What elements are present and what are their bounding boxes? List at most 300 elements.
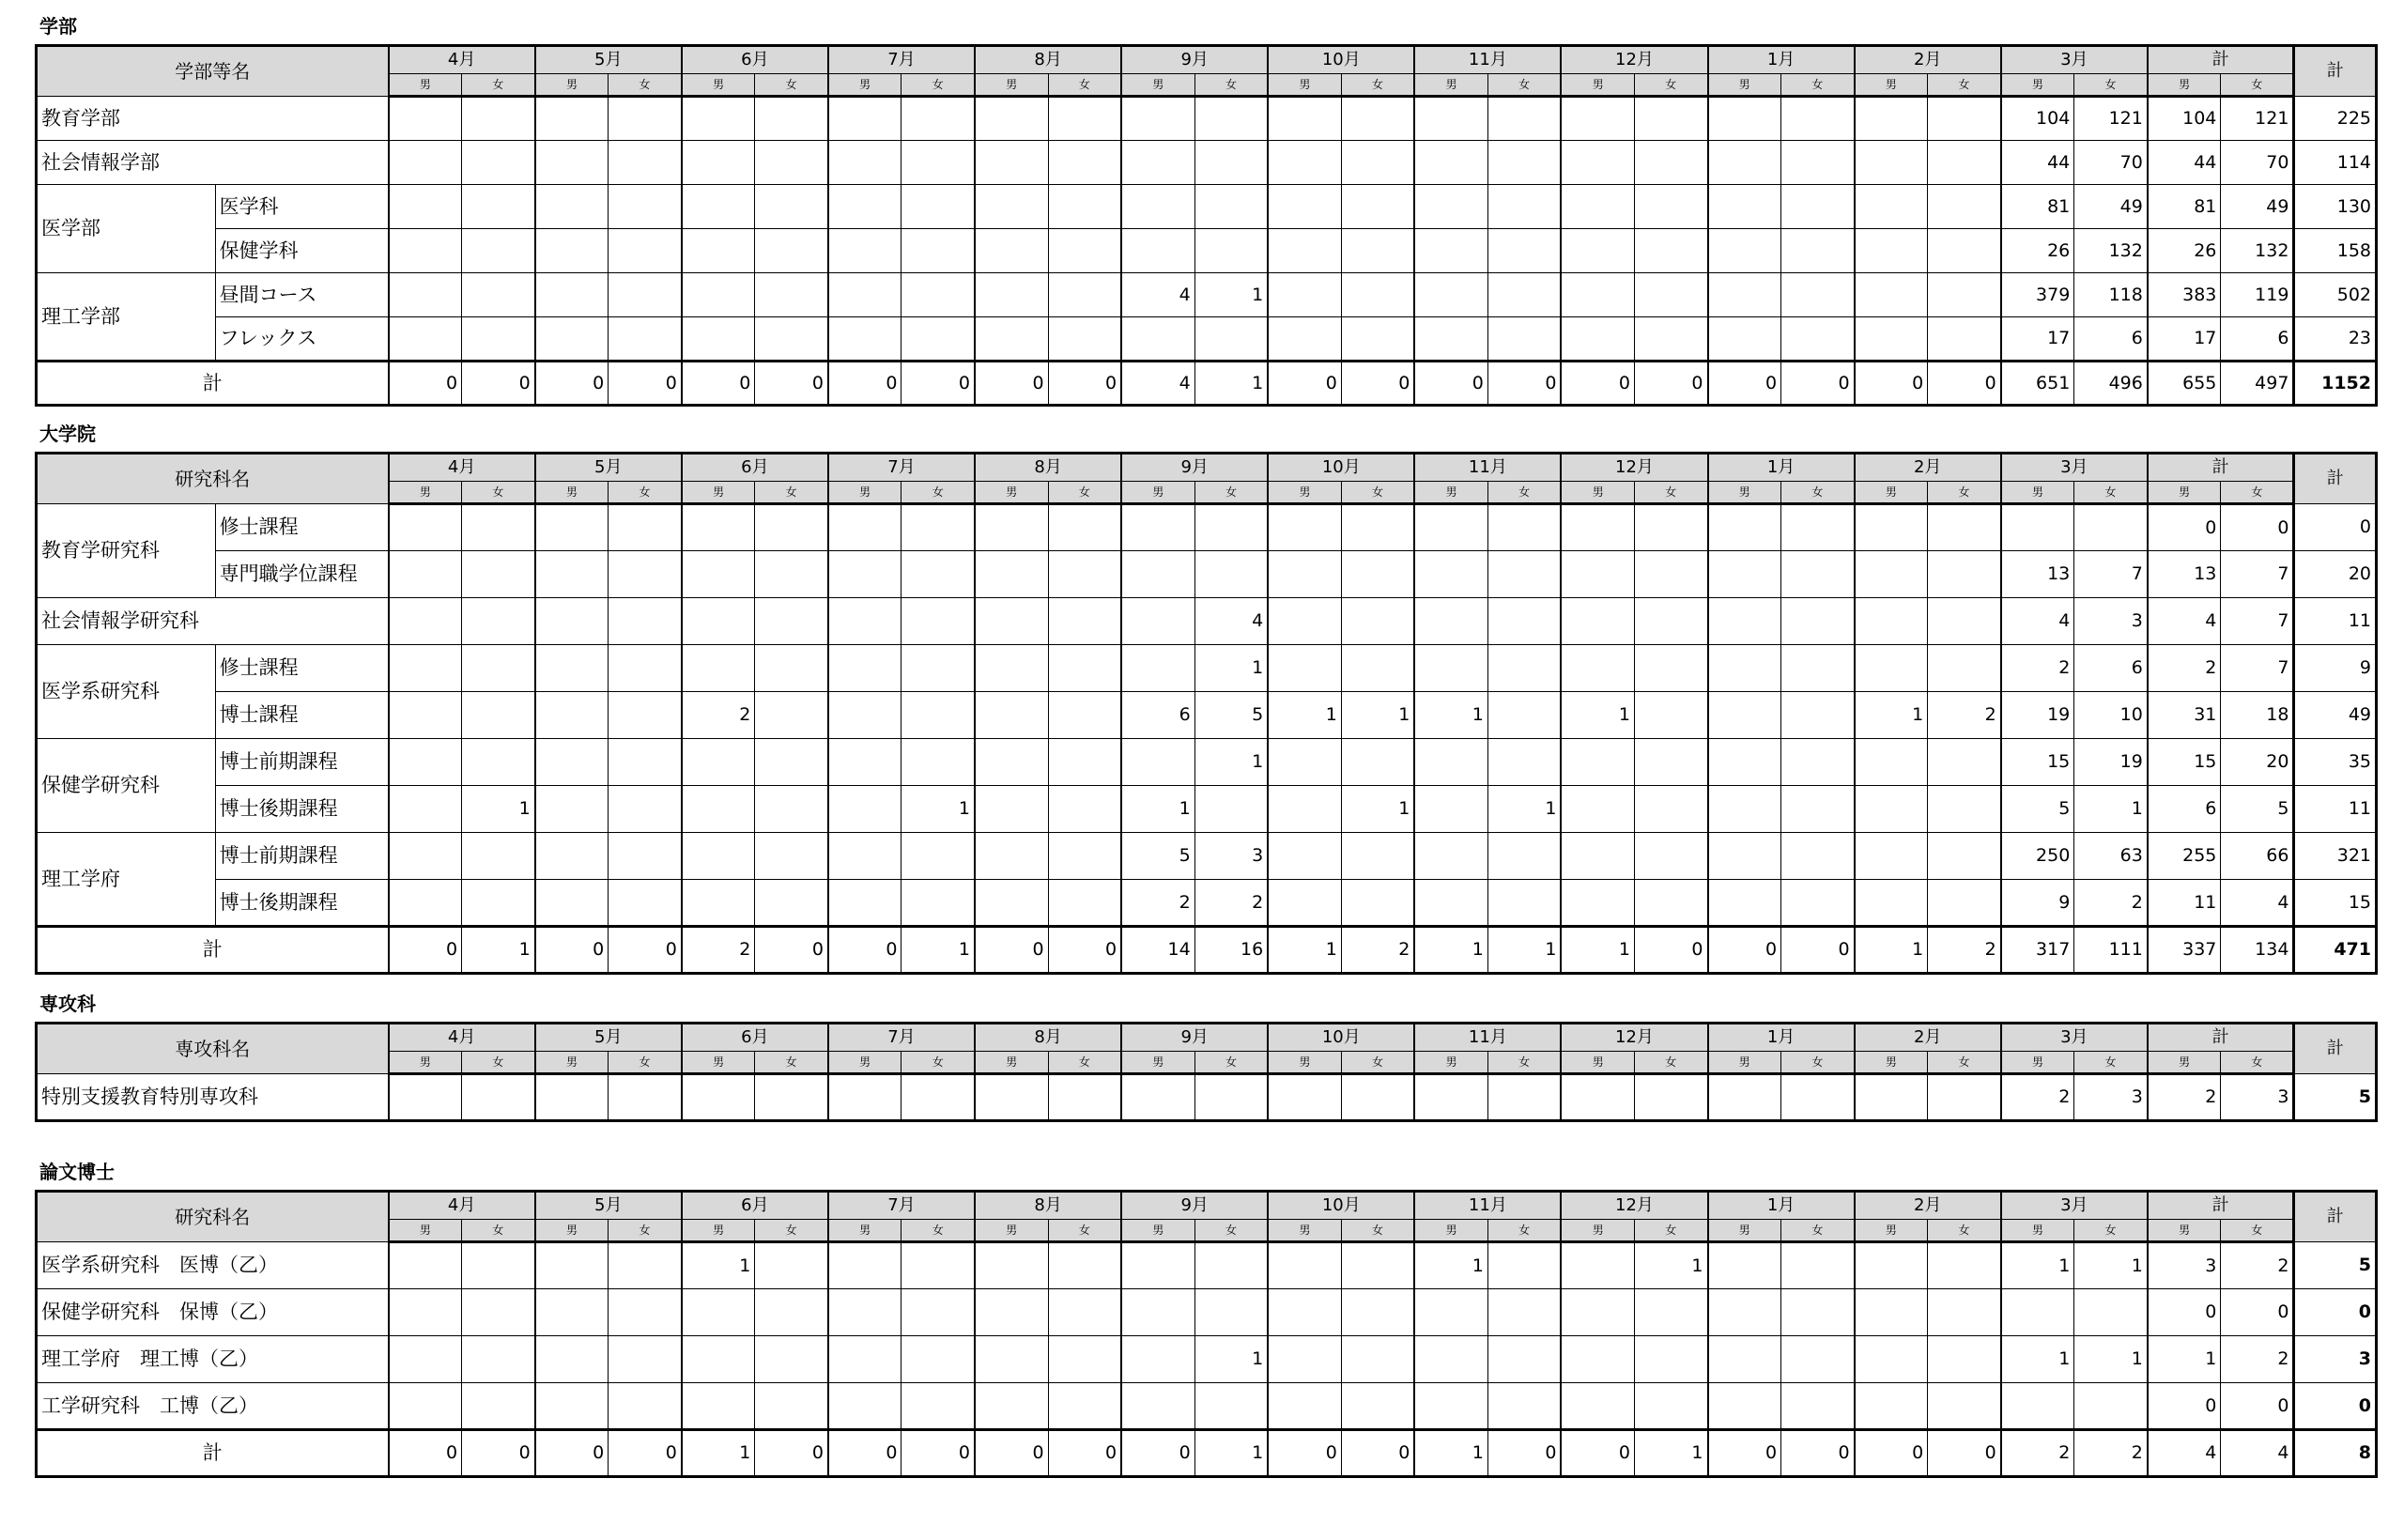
value-cell: [828, 786, 902, 833]
value-cell: 1: [1121, 786, 1194, 833]
subgroup-name: 修士課程: [215, 504, 389, 551]
value-cell: [462, 97, 535, 141]
value-cell: [1781, 786, 1855, 833]
value-cell: [975, 141, 1048, 185]
male-header: 男: [1268, 74, 1341, 97]
value-cell: [1634, 739, 1707, 786]
statistics-table: [35, 44, 2378, 407]
male-header: 男: [1855, 1220, 1928, 1242]
value-cell: [1121, 185, 1194, 229]
value-cell: [682, 598, 755, 645]
male-header: 男: [682, 74, 755, 97]
total-cell: 0: [755, 1430, 828, 1477]
value-cell: [1634, 229, 1707, 273]
value-cell: 63: [2074, 833, 2148, 880]
female-header: 女: [1487, 1220, 1561, 1242]
female-header: 女: [1194, 1052, 1268, 1074]
value-cell: 3: [2221, 1074, 2294, 1121]
section-title: 専攻科: [39, 993, 96, 1015]
value-cell: [1708, 598, 1781, 645]
value-cell: [1781, 141, 1855, 185]
month-header: 7月: [828, 46, 975, 74]
value-cell: [1048, 97, 1121, 141]
value-cell: [1414, 185, 1487, 229]
value-cell: [1121, 551, 1194, 598]
name-column-header: 研究科名: [37, 454, 389, 504]
total-cell: 0: [1634, 927, 1707, 974]
month-header: 2月: [1855, 1024, 2001, 1052]
row-total-cell: 5: [2294, 1074, 2377, 1121]
value-cell: [1561, 1074, 1634, 1121]
value-cell: 6: [2074, 645, 2148, 692]
male-header: 男: [389, 482, 462, 504]
value-cell: [828, 692, 902, 739]
header-month-row: [37, 1192, 2377, 1220]
value-cell: 383: [2148, 273, 2221, 317]
value-cell: [755, 786, 828, 833]
subgroup-name: 博士前期課程: [215, 833, 389, 880]
value-cell: [535, 551, 609, 598]
value-cell: [1561, 317, 1634, 362]
value-cell: 70: [2074, 141, 2148, 185]
month-header: 10月: [1268, 454, 1414, 482]
value-cell: [1855, 1383, 1928, 1430]
value-cell: [1194, 317, 1268, 362]
value-cell: [1928, 97, 2001, 141]
value-cell: [1781, 1074, 1855, 1121]
value-cell: [1781, 97, 1855, 141]
value-cell: [609, 645, 682, 692]
value-cell: 1: [1341, 786, 1414, 833]
total-cell: 0: [1781, 362, 1855, 406]
value-cell: [1781, 551, 1855, 598]
male-header: 男: [1855, 74, 1928, 97]
value-cell: [1634, 1289, 1707, 1336]
value-cell: [828, 141, 902, 185]
month-header: 9月: [1121, 1024, 1268, 1052]
value-cell: 1: [1855, 692, 1928, 739]
total-cell: 0: [389, 1430, 462, 1477]
value-cell: [682, 645, 755, 692]
value-cell: [462, 504, 535, 551]
value-cell: [1634, 97, 1707, 141]
value-cell: 104: [2001, 97, 2074, 141]
group-name: 医学系研究科: [37, 645, 216, 739]
value-cell: [1268, 645, 1341, 692]
value-cell: [1121, 739, 1194, 786]
value-cell: 0: [2221, 1289, 2294, 1336]
value-cell: [389, 97, 462, 141]
male-header: 男: [1708, 1052, 1781, 1074]
value-cell: [389, 1383, 462, 1430]
value-cell: [1708, 786, 1781, 833]
male-header: 男: [1561, 1220, 1634, 1242]
total-cell: 0: [389, 362, 462, 406]
value-cell: [1634, 1336, 1707, 1383]
table-row: [37, 551, 2377, 598]
value-cell: 17: [2001, 317, 2074, 362]
value-cell: [1708, 645, 1781, 692]
male-header: 男: [1855, 482, 1928, 504]
total-cell: 1: [902, 927, 975, 974]
table-row: [37, 1289, 2377, 1336]
grand-total-header: 計: [2294, 1192, 2377, 1242]
female-header: 女: [902, 482, 975, 504]
value-cell: [1268, 229, 1341, 273]
value-cell: 15: [2001, 739, 2074, 786]
value-cell: [1487, 1074, 1561, 1121]
value-cell: [1487, 1289, 1561, 1336]
value-cell: [462, 273, 535, 317]
value-cell: [755, 739, 828, 786]
value-cell: [1048, 833, 1121, 880]
value-cell: [609, 833, 682, 880]
total-cell: 0: [1855, 362, 1928, 406]
row-name: 工学研究科 工博（乙）: [37, 1383, 389, 1430]
female-header: 女: [1928, 74, 2001, 97]
month-header: 8月: [975, 1024, 1121, 1052]
value-cell: 15: [2148, 739, 2221, 786]
value-cell: 1: [902, 786, 975, 833]
row-total-cell: 20: [2294, 551, 2377, 598]
value-cell: [389, 739, 462, 786]
value-cell: [1268, 833, 1341, 880]
value-cell: [975, 1242, 1048, 1289]
value-cell: [462, 645, 535, 692]
value-cell: [828, 598, 902, 645]
total-cell: 0: [1341, 1430, 1414, 1477]
value-cell: [1194, 141, 1268, 185]
row-total-cell: 225: [2294, 97, 2377, 141]
value-cell: [902, 880, 975, 927]
value-cell: [1341, 141, 1414, 185]
value-cell: [1634, 598, 1707, 645]
value-cell: [682, 551, 755, 598]
value-cell: [1487, 97, 1561, 141]
grand-total-header: 計: [2294, 454, 2377, 504]
value-cell: [1268, 97, 1341, 141]
value-cell: [1928, 229, 2001, 273]
male-header: 男: [1414, 1220, 1487, 1242]
value-cell: [1341, 551, 1414, 598]
female-header: 女: [1634, 1052, 1707, 1074]
month-header: 6月: [682, 1192, 828, 1220]
table-row: [37, 141, 2377, 185]
subgroup-name: 昼間コース: [215, 273, 389, 317]
row-total-cell: 49: [2294, 692, 2377, 739]
value-cell: [1341, 739, 1414, 786]
female-header: 女: [1781, 74, 1855, 97]
value-cell: 132: [2221, 229, 2294, 273]
month-header: 10月: [1268, 46, 1414, 74]
value-cell: [1194, 1242, 1268, 1289]
total-cell: 0: [1708, 1430, 1781, 1477]
value-cell: [1487, 141, 1561, 185]
value-cell: [1928, 1289, 2001, 1336]
value-cell: [902, 598, 975, 645]
value-cell: 2: [2074, 880, 2148, 927]
value-cell: [1121, 229, 1194, 273]
total-cell: 1: [682, 1430, 755, 1477]
value-cell: [1341, 97, 1414, 141]
value-cell: 1: [2074, 786, 2148, 833]
value-cell: [1048, 273, 1121, 317]
value-cell: [1048, 1336, 1121, 1383]
value-cell: [1781, 598, 1855, 645]
value-cell: [389, 273, 462, 317]
value-cell: [1341, 504, 1414, 551]
value-cell: [389, 833, 462, 880]
month-header: 4月: [389, 1192, 535, 1220]
value-cell: 1: [1414, 692, 1487, 739]
value-cell: 6: [2148, 786, 2221, 833]
value-cell: [1048, 185, 1121, 229]
value-cell: [1561, 786, 1634, 833]
total-cell: 0: [755, 927, 828, 974]
row-name: 医学系研究科 医博（乙）: [37, 1242, 389, 1289]
value-cell: [902, 739, 975, 786]
value-cell: 6: [1121, 692, 1194, 739]
value-cell: [682, 185, 755, 229]
value-cell: [462, 1242, 535, 1289]
table-row: [37, 739, 2377, 786]
value-cell: [682, 141, 755, 185]
total-cell: 0: [902, 1430, 975, 1477]
total-cell: 0: [1414, 362, 1487, 406]
table-row: [37, 692, 2377, 739]
total-cell: 2: [2001, 1430, 2074, 1477]
value-cell: 5: [1194, 692, 1268, 739]
row-total-cell: 0: [2294, 504, 2377, 551]
female-header: 女: [2221, 1220, 2294, 1242]
value-cell: [535, 97, 609, 141]
male-header: 男: [1268, 1220, 1341, 1242]
female-header: 女: [1781, 1220, 1855, 1242]
total-cell: 1: [462, 927, 535, 974]
value-cell: [1928, 273, 2001, 317]
value-cell: [1121, 1383, 1194, 1430]
male-header: 男: [1414, 74, 1487, 97]
total-cell: 0: [975, 362, 1048, 406]
total-cell: 0: [1634, 362, 1707, 406]
value-cell: [682, 229, 755, 273]
month-header: 5月: [535, 1192, 682, 1220]
month-header: 1月: [1708, 454, 1855, 482]
table-row: [37, 833, 2377, 880]
value-cell: [389, 185, 462, 229]
table-row: [37, 185, 2377, 229]
value-cell: [975, 692, 1048, 739]
value-cell: [535, 739, 609, 786]
value-cell: [755, 504, 828, 551]
value-cell: [1341, 598, 1414, 645]
value-cell: [682, 504, 755, 551]
value-cell: [1708, 185, 1781, 229]
value-cell: [1268, 1383, 1341, 1430]
value-cell: [462, 185, 535, 229]
value-cell: [1414, 273, 1487, 317]
total-cell: 337: [2148, 927, 2221, 974]
value-cell: [755, 273, 828, 317]
total-cell: 0: [389, 927, 462, 974]
female-header: 女: [2074, 482, 2148, 504]
female-header: 女: [2074, 1220, 2148, 1242]
value-cell: [609, 1289, 682, 1336]
value-cell: [1414, 833, 1487, 880]
value-cell: [1048, 551, 1121, 598]
value-cell: [1268, 273, 1341, 317]
value-cell: [1341, 317, 1414, 362]
value-cell: [1341, 880, 1414, 927]
value-cell: [1561, 273, 1634, 317]
value-cell: [975, 739, 1048, 786]
total-cell: 4: [2148, 1430, 2221, 1477]
value-cell: [682, 1336, 755, 1383]
value-cell: [1048, 786, 1121, 833]
value-cell: [1561, 504, 1634, 551]
month-header: 1月: [1708, 1024, 1855, 1052]
value-cell: [1855, 645, 1928, 692]
value-cell: [828, 229, 902, 273]
female-header: 女: [2221, 482, 2294, 504]
value-cell: [828, 1289, 902, 1336]
value-cell: 3: [1194, 833, 1268, 880]
value-cell: [902, 273, 975, 317]
value-cell: [462, 229, 535, 273]
value-cell: [1855, 97, 1928, 141]
value-cell: [975, 317, 1048, 362]
total-row-label: 計: [37, 927, 389, 974]
value-cell: [389, 1289, 462, 1336]
value-cell: [1414, 1336, 1487, 1383]
value-cell: [1121, 317, 1194, 362]
value-cell: 26: [2001, 229, 2074, 273]
value-cell: [609, 273, 682, 317]
value-cell: [1708, 1383, 1781, 1430]
value-cell: [2001, 1289, 2074, 1336]
subgroup-name: 専門職学位課程: [215, 551, 389, 598]
group-name: 理工学部: [37, 273, 216, 362]
value-cell: [1781, 1383, 1855, 1430]
month-header: 12月: [1561, 1024, 1707, 1052]
value-cell: 1: [1487, 786, 1561, 833]
value-cell: [389, 1074, 462, 1121]
value-cell: [1561, 551, 1634, 598]
value-cell: [902, 1383, 975, 1430]
total-cell: 0: [1708, 362, 1781, 406]
value-cell: [1487, 1242, 1561, 1289]
value-cell: [1487, 692, 1561, 739]
value-cell: 0: [2148, 1289, 2221, 1336]
value-cell: 7: [2221, 598, 2294, 645]
value-cell: [535, 692, 609, 739]
value-cell: 31: [2148, 692, 2221, 739]
total-cell: 1: [1414, 927, 1487, 974]
female-header: 女: [1487, 1052, 1561, 1074]
value-cell: [1928, 1383, 2001, 1430]
value-cell: [1634, 1074, 1707, 1121]
total-cell: 0: [1048, 362, 1121, 406]
grand-total-cell: 8: [2294, 1430, 2377, 1477]
total-cell: 0: [828, 927, 902, 974]
male-header: 男: [682, 482, 755, 504]
value-cell: [1928, 645, 2001, 692]
value-cell: [609, 229, 682, 273]
value-cell: [535, 833, 609, 880]
value-cell: [535, 273, 609, 317]
row-total-cell: 15: [2294, 880, 2377, 927]
month-header: 4月: [389, 1024, 535, 1052]
value-cell: 5: [1121, 833, 1194, 880]
female-header: 女: [1634, 482, 1707, 504]
total-cell: 655: [2148, 362, 2221, 406]
month-header: 2月: [1855, 454, 2001, 482]
value-cell: [1781, 692, 1855, 739]
value-cell: 2: [2001, 645, 2074, 692]
total-cell: 16: [1194, 927, 1268, 974]
month-header: 3月: [2001, 454, 2148, 482]
value-cell: [755, 141, 828, 185]
male-header: 男: [975, 1052, 1048, 1074]
value-cell: [1121, 1289, 1194, 1336]
value-cell: [609, 1336, 682, 1383]
value-cell: [1268, 739, 1341, 786]
total-cell: 2: [2074, 1430, 2148, 1477]
male-header: 男: [828, 1052, 902, 1074]
month-header: 6月: [682, 1024, 828, 1052]
month-header: 8月: [975, 454, 1121, 482]
value-cell: [609, 739, 682, 786]
value-cell: [462, 833, 535, 880]
female-header: 女: [755, 482, 828, 504]
total-cell: 0: [1561, 1430, 1634, 1477]
value-cell: 49: [2221, 185, 2294, 229]
section-title: 大学院: [39, 423, 96, 445]
total-cell: 0: [975, 927, 1048, 974]
row-total-cell: 130: [2294, 185, 2377, 229]
total-cell: 0: [682, 362, 755, 406]
value-cell: 379: [2001, 273, 2074, 317]
value-cell: [1855, 273, 1928, 317]
male-header: 男: [1855, 1052, 1928, 1074]
value-cell: [389, 317, 462, 362]
value-cell: [389, 1336, 462, 1383]
name-column-header: 専攻科名: [37, 1024, 389, 1074]
value-cell: [1341, 1074, 1414, 1121]
female-header: 女: [1781, 1052, 1855, 1074]
month-header: 5月: [535, 1024, 682, 1052]
value-cell: 4: [2001, 598, 2074, 645]
female-header: 女: [1341, 74, 1414, 97]
month-header: 3月: [2001, 46, 2148, 74]
value-cell: [1561, 97, 1634, 141]
male-header: 男: [682, 1052, 755, 1074]
female-header: 女: [1048, 482, 1121, 504]
value-cell: [1634, 1383, 1707, 1430]
male-header: 男: [828, 74, 902, 97]
value-cell: [1121, 97, 1194, 141]
value-cell: [1634, 185, 1707, 229]
table-row: [37, 1074, 2377, 1121]
value-cell: [1855, 551, 1928, 598]
value-cell: 1: [1561, 692, 1634, 739]
value-cell: [828, 273, 902, 317]
total-cell: 0: [535, 1430, 609, 1477]
value-cell: [462, 1074, 535, 1121]
month-header: 1月: [1708, 1192, 1855, 1220]
row-total-cell: 5: [2294, 1242, 2377, 1289]
month-header: 2月: [1855, 1192, 2001, 1220]
